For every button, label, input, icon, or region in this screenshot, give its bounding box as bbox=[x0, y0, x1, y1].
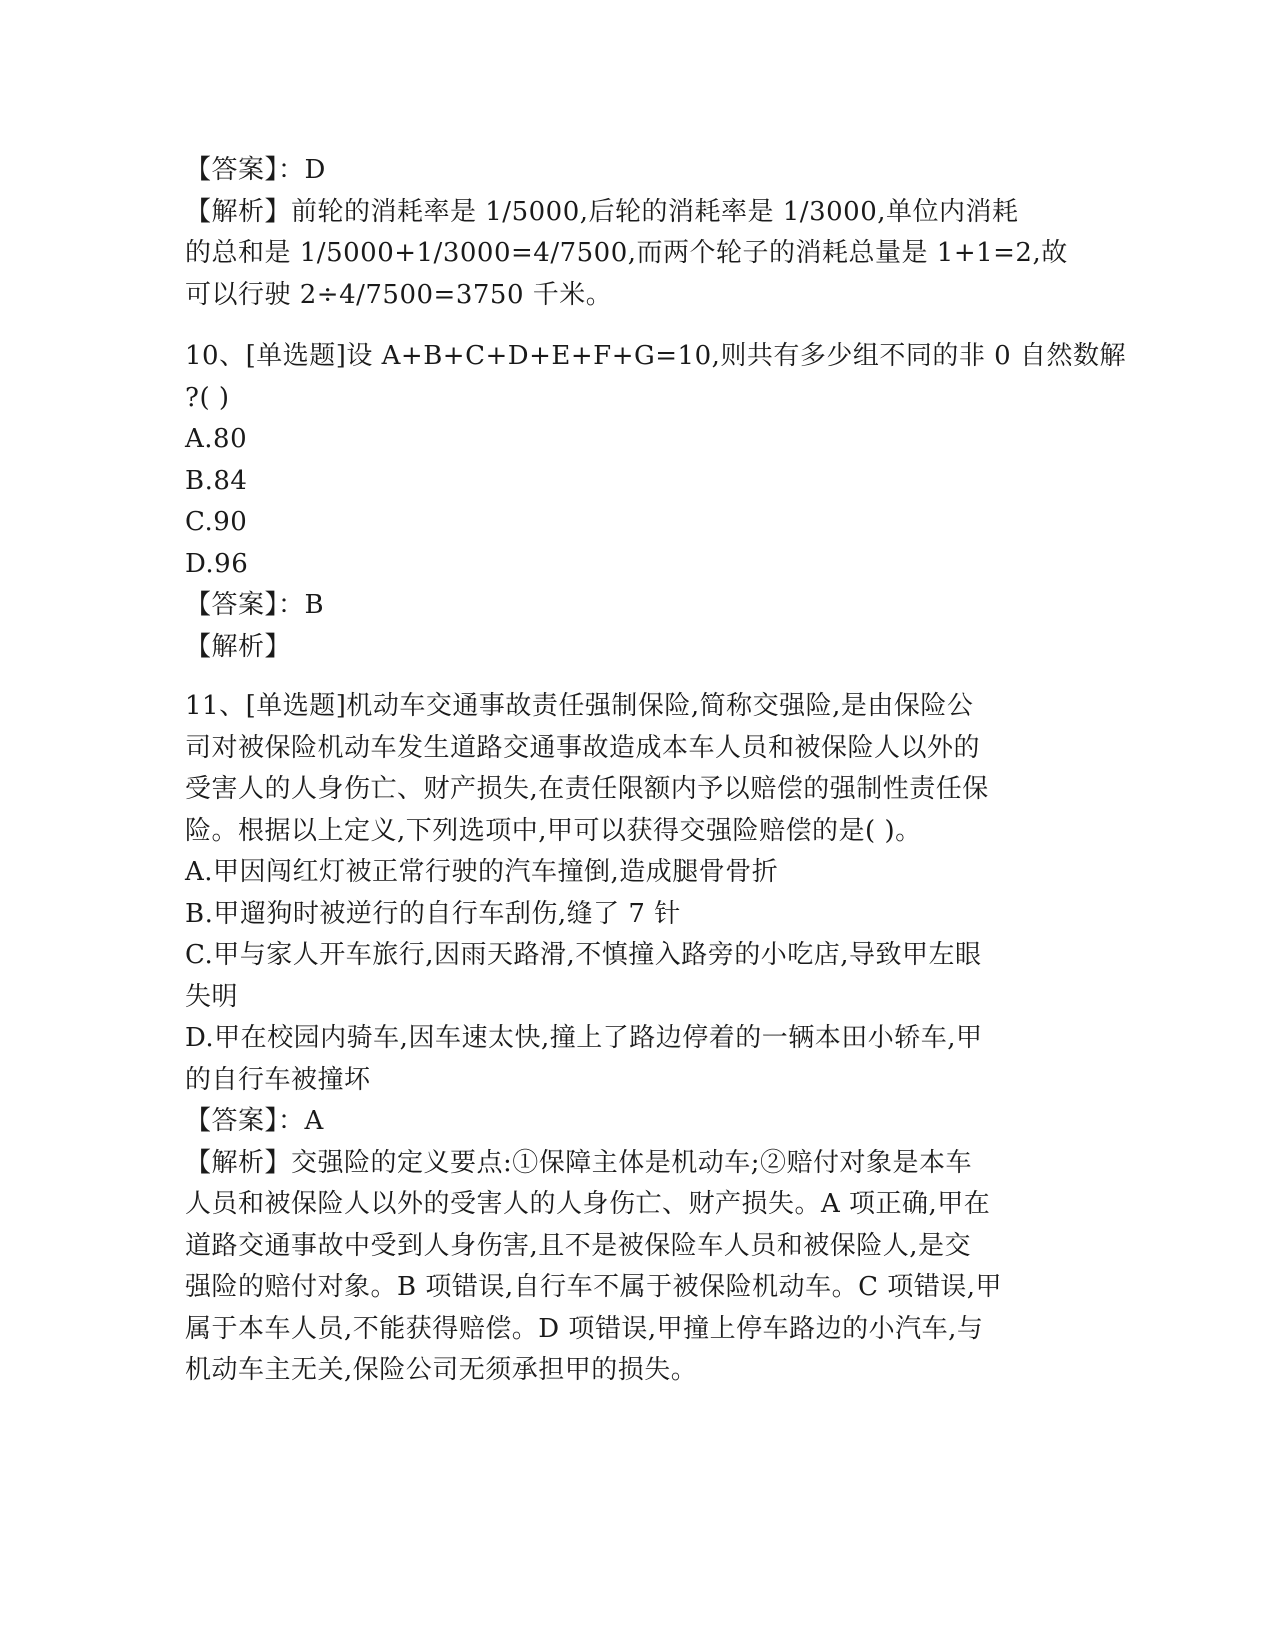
q11-option-a: A.甲因闯红灯被正常行驶的汽车撞倒,造成腿骨骨折 bbox=[185, 857, 779, 887]
q11-option-c-cont: 失明 bbox=[185, 981, 239, 1012]
q11-option-d-cont: 的自行车被撞坏 bbox=[185, 1064, 371, 1095]
q11-block bbox=[185, 686, 1085, 1392]
q9-block bbox=[185, 150, 1085, 316]
q9-answer: 【答案】：D bbox=[185, 155, 326, 185]
q9-analysis-line: 的总和是 1/5000+1/3000=4/7500,而两个轮子的消耗总量是 1+1=2,故 bbox=[185, 238, 1068, 268]
q10-stem-line: ?( ) bbox=[185, 382, 230, 413]
q11-analysis-line: 道路交通事故中受到人身伤害,且不是被保险车人员和被保险人,是交 bbox=[185, 1230, 972, 1261]
q10-option-b: B.84 bbox=[185, 465, 248, 496]
q10-analysis: 【解析】 bbox=[185, 631, 292, 662]
q11-stem-line: 11、[单选题]机动车交通事故责任强制保险,简称交强险,是由保险公 bbox=[185, 691, 974, 721]
q10-option-d: D.96 bbox=[185, 548, 249, 579]
q10-stem-line: 10、[单选题]设 A+B+C+D+E+F+G=10,则共有多少组不同的非 0 自然数解 bbox=[185, 341, 1126, 371]
q11-analysis-line: 强险的赔付对象。B 项错误,自行车不属于被保险机动车。C 项错误,甲 bbox=[185, 1272, 1003, 1302]
q9-analysis-line: 【解析】前轮的消耗率是 1/5000,后轮的消耗率是 1/3000,单位内消耗 bbox=[185, 196, 1019, 227]
q11-option-d: D.甲在校园内骑车,因车速太快,撞上了路边停着的一辆本田小轿车,甲 bbox=[185, 1023, 983, 1053]
q11-stem-line: 司对被保险机动车发生道路交通事故造成本车人员和被保险人以外的 bbox=[185, 732, 981, 763]
q9-analysis-line: 可以行驶 2÷4/7500=3750 千米。 bbox=[185, 279, 613, 310]
q10-block bbox=[185, 336, 1126, 668]
q10-option-c: C.90 bbox=[185, 507, 248, 537]
q11-analysis-line: 【解析】交强险的定义要点:①保障主体是机动车;②赔付对象是本车 bbox=[185, 1147, 973, 1178]
q10-answer: 【答案】：B bbox=[185, 590, 325, 620]
q11-answer: 【答案】：A bbox=[185, 1106, 324, 1136]
document-page bbox=[185, 150, 1126, 1392]
q11-option-c: C.甲与家人开车旅行,因雨天路滑,不慎撞入路旁的小吃店,导致甲左眼 bbox=[185, 940, 982, 970]
q11-stem-line: 险。根据以上定义,下列选项中,甲可以获得交强险赔偿的是( )。 bbox=[185, 815, 922, 846]
spacer bbox=[185, 668, 1085, 686]
spacer bbox=[185, 316, 1085, 336]
q11-analysis-line: 属于本车人员,不能获得赔偿。D 项错误,甲撞上停车路边的小汽车,与 bbox=[185, 1313, 984, 1344]
q11-analysis-line: 人员和被保险人以外的受害人的人身伤亡、财产损失。A 项正确,甲在 bbox=[185, 1189, 991, 1219]
q11-analysis-line: 机动车主无关,保险公司无须承担甲的损失。 bbox=[185, 1355, 698, 1385]
q11-option-b: B.甲遛狗时被逆行的自行车刮伤,缝了 7 针 bbox=[185, 898, 681, 929]
q10-option-a: A.80 bbox=[185, 424, 248, 454]
q11-stem-line: 受害人的人身伤亡、财产损失,在责任限额内予以赔偿的强制性责任保 bbox=[185, 774, 989, 804]
